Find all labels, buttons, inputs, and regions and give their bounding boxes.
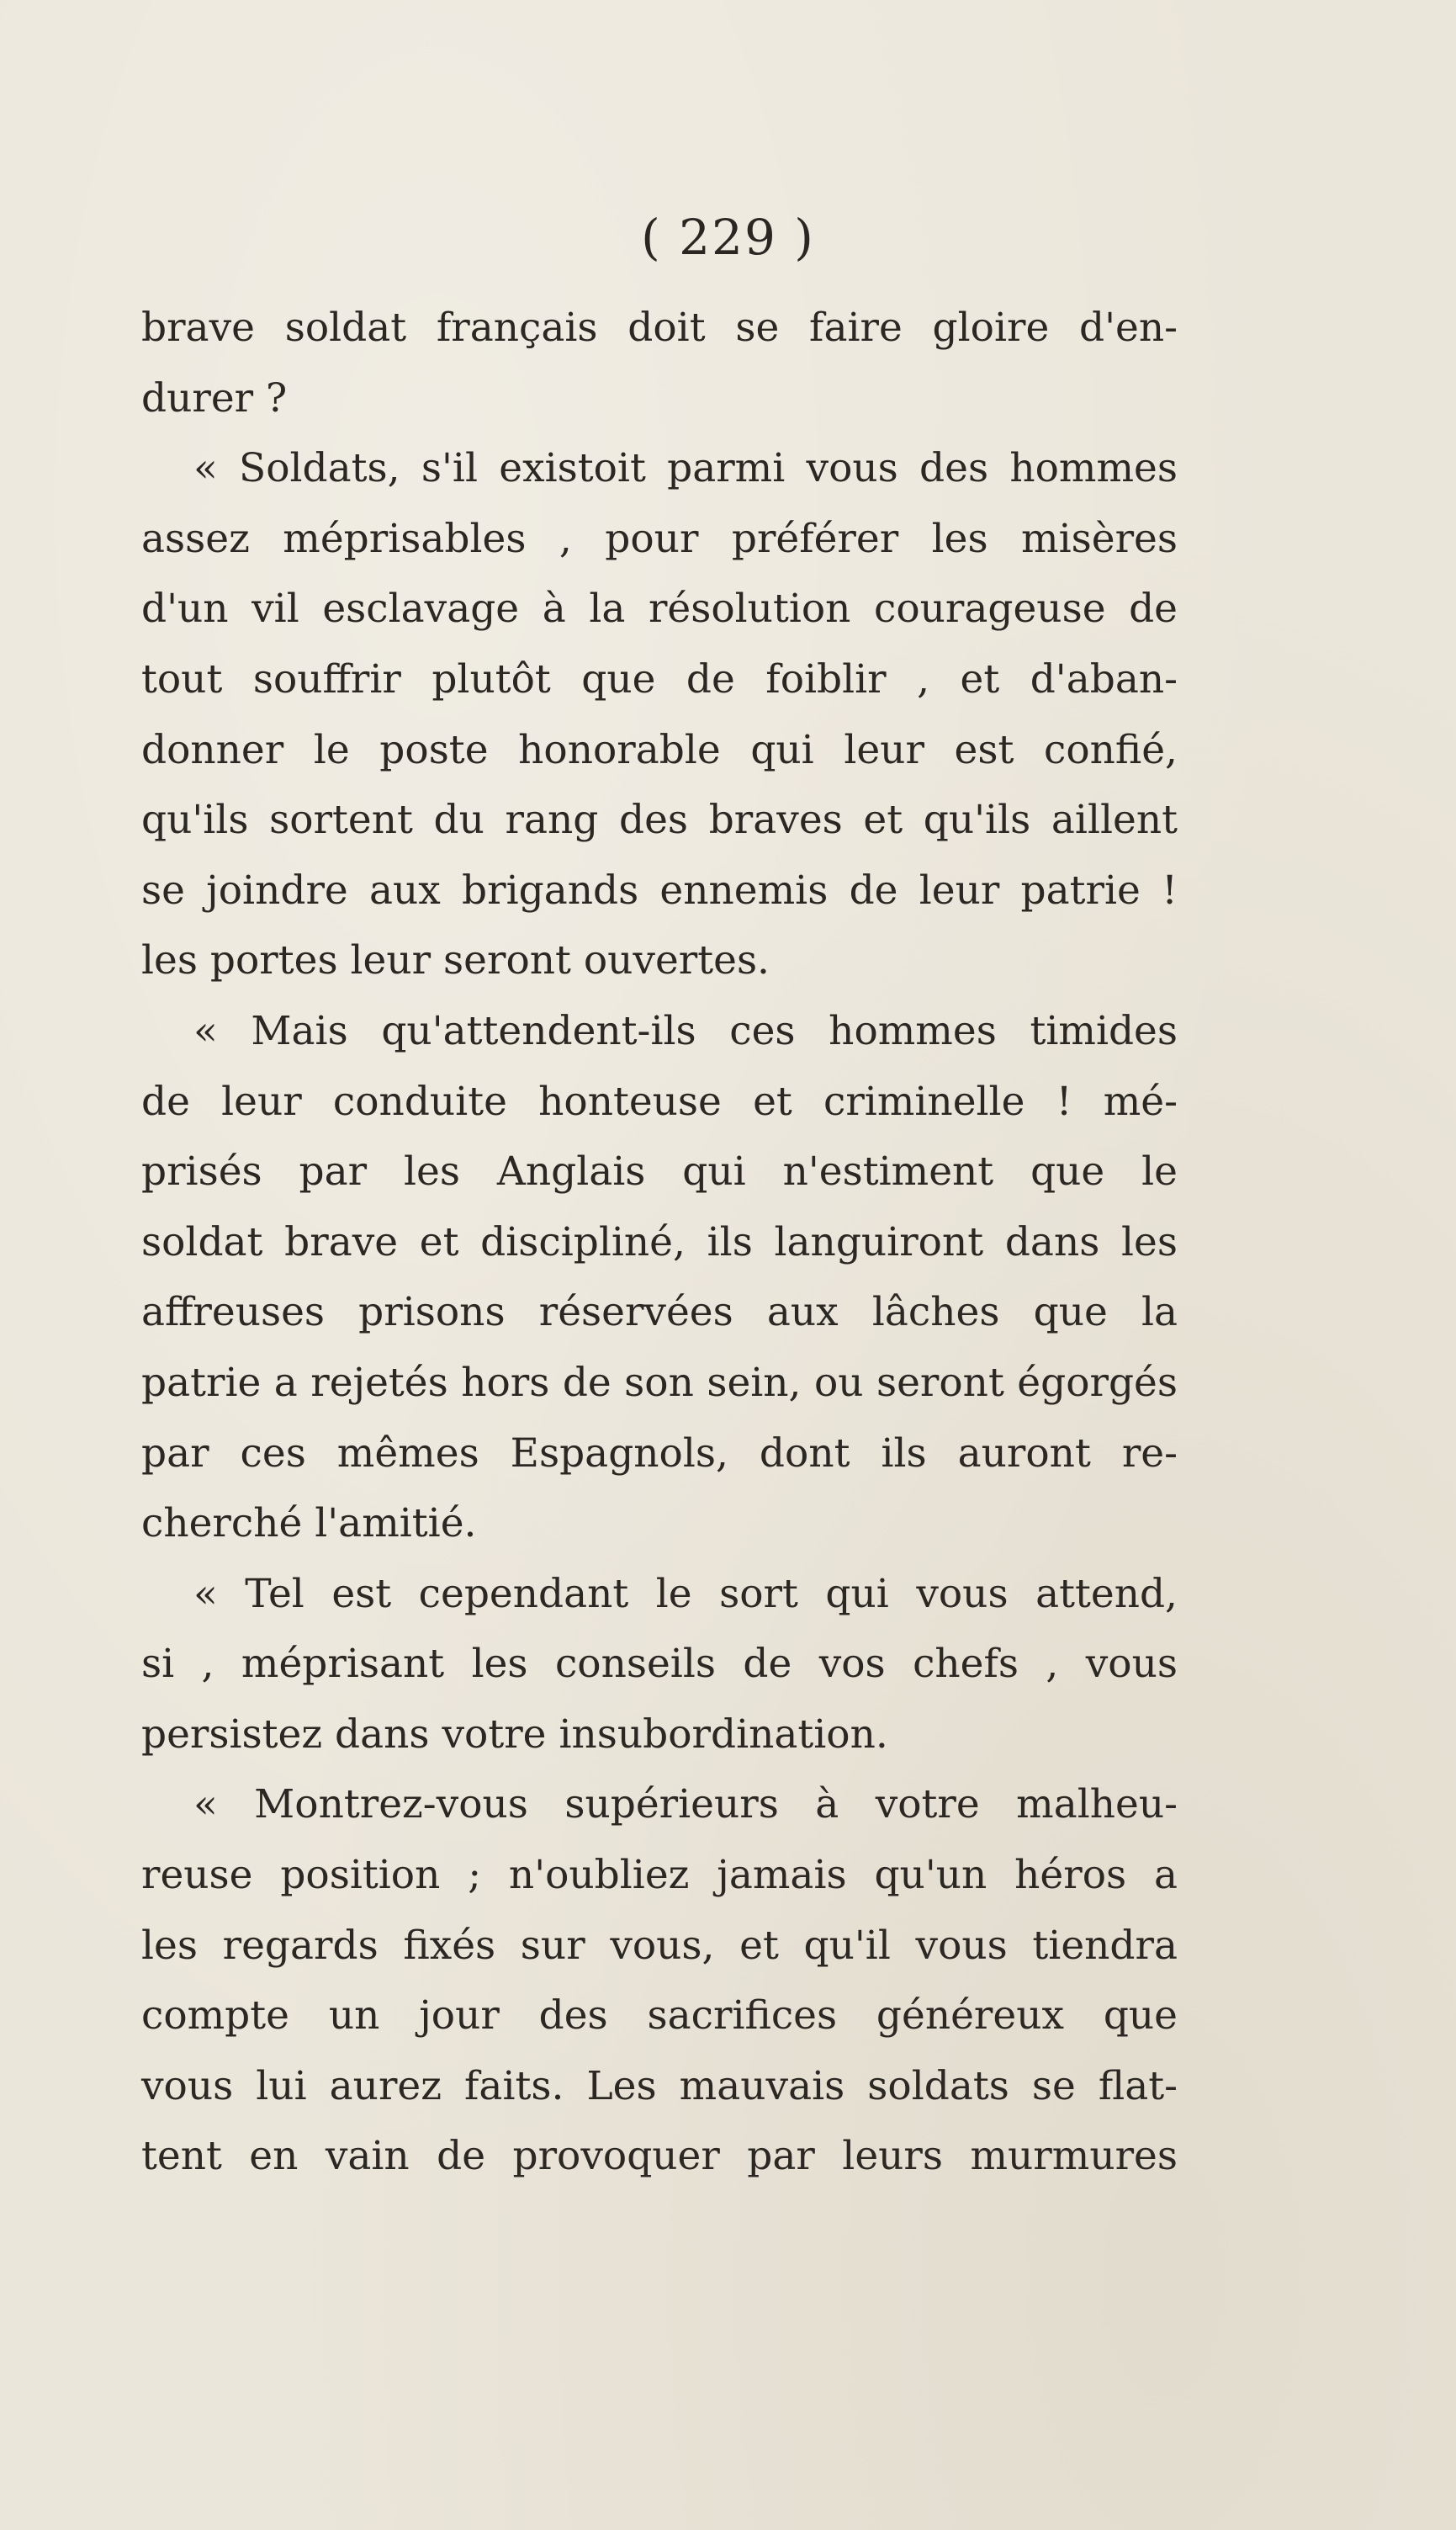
text-line: persistez dans votre insubordination. (141, 1711, 888, 1758)
text-line: par ces mêmes Espagnols, dont ils auront re- (141, 1429, 1178, 1477)
text-line: de leur conduite honteuse et criminelle ! mé- (141, 1078, 1178, 1125)
text-line: si , méprisant les conseils de vos chefs , vous (141, 1641, 1178, 1688)
text-line: vous lui aurez faits. Les mauvais soldats se flat- (141, 2062, 1178, 2109)
text-line: affreuses prisons réservées aux lâches que la (141, 1289, 1178, 1336)
text-line: se joindre aux brigands ennemis de leur patrie ! (141, 867, 1178, 914)
text-line: assez méprisables , pour préférer les misères (141, 515, 1178, 562)
text-line: brave soldat français doit se faire gloire d'en- (141, 305, 1178, 351)
text-line: les portes leur seront ouvertes. (141, 937, 770, 984)
text-line: soldat brave et discipliné, ils languiront dans les (141, 1218, 1178, 1265)
text-line: les regards fixés sur vous, et qu'il vous tiendra (141, 1922, 1178, 1969)
text-line: « Mais qu'attendent-ils ces hommes timides (193, 1007, 1178, 1054)
text-line: compte un jour des sacrifices généreux que (141, 1992, 1178, 2039)
text-line: patrie a rejetés hors de son sein, ou seront égorgés (141, 1359, 1178, 1406)
text-line: tent en vain de provoquer par leurs murmures (141, 2133, 1178, 2180)
text-line: prisés par les Anglais qui n'estiment que le (141, 1148, 1178, 1196)
text-line: « Tel est cependant le sort qui vous attend, (193, 1570, 1178, 1617)
text-line: cherché l'amitié. (141, 1500, 477, 1547)
body-text (141, 293, 1178, 2192)
text-line: durer ? (141, 374, 288, 422)
text-line: d'un vil esclavage à la résolution courageuse de (141, 586, 1178, 633)
text-line: donner le poste honorable qui leur est confié, (141, 726, 1178, 773)
text-line: « Montrez-vous supérieurs à votre malheu- (193, 1781, 1178, 1828)
text-line: reuse position ; n'oubliez jamais qu'un héros a (141, 1852, 1178, 1899)
page-number: ( 229 ) (641, 209, 815, 266)
text-line: « Soldats, s'il existoit parmi vous des hommes (193, 445, 1178, 492)
text-line: tout souffrir plutôt que de foiblir , et d'aban- (141, 655, 1178, 703)
text-line: qu'ils sortent du rang des braves et qu'ils aillent (141, 797, 1178, 844)
